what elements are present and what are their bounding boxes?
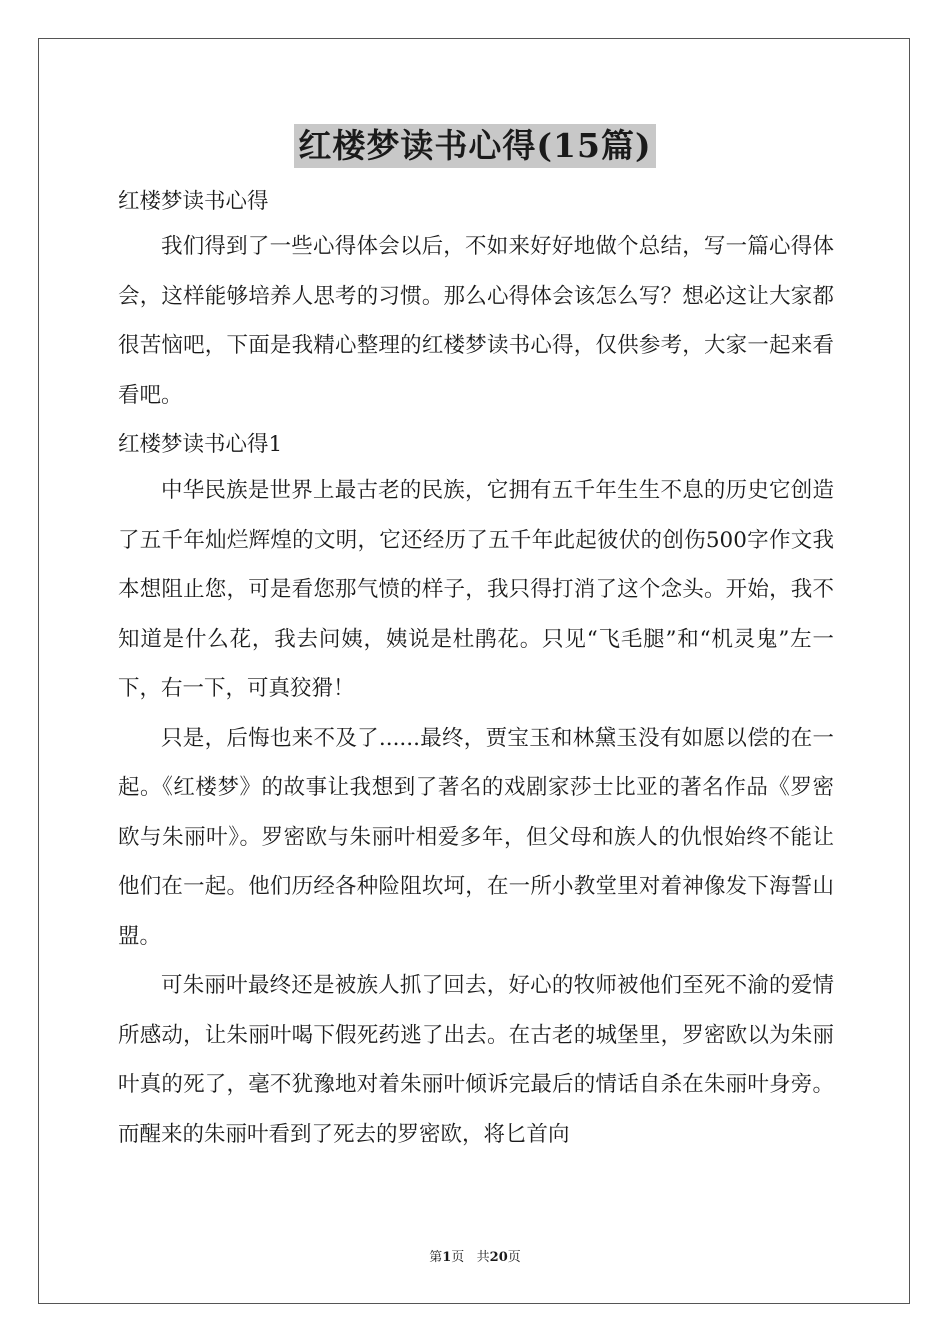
document-body	[118, 180, 834, 1159]
title-area	[0, 124, 950, 168]
body-paragraph: 只是，后悔也来不及了......最终，贾宝玉和林黛玉没有如愿以偿的在一起。《红楼梦》的故事让我想到了著名的戏剧家莎士比亚的著名作品《罗密欧与朱丽叶》。罗密欧与朱丽叶相爱多年，但父母和族人的仇恨始终不能让他们在一起。他们历经各种险阻坎坷，在一所小教堂里对着神像发下海誓山盟。	[118, 725, 834, 949]
footer-mid: 页 共	[451, 1250, 490, 1265]
footer-prefix: 第	[429, 1250, 443, 1265]
page-footer	[0, 1246, 950, 1265]
document-title: 红楼梦读书心得(15篇)	[294, 124, 655, 168]
body-paragraph: 可朱丽叶最终还是被族人抓了回去，好心的牧师被他们至死不渝的爱情所感动，让朱丽叶喝下假死药逃了出去。在古老的城堡里，罗密欧以为朱丽叶真的死了，毫不犹豫地对着朱丽叶倾诉完最后的情话自杀在朱丽叶身旁。而醒来的朱丽叶看到了死去的罗密欧，将匕首向	[118, 973, 834, 1147]
current-page-number: 1	[442, 1250, 452, 1265]
intro-paragraph: 我们得到了一些心得体会以后，不如来好好地做个总结，写一篇心得体会，这样能够培养人思考的习惯。那么心得体会该怎么写？想必这让大家都很苦恼吧，下面是我精心整理的红楼梦读书心得，仅供参考，大家一起来看看吧。	[118, 234, 834, 408]
body-paragraph: 中华民族是世界上最古老的民族，它拥有五千年生生不息的历史它创造了五千年灿烂辉煌的文明，它还经历了五千年此起彼伏的创伤500字作文我本想阻止您，可是看您那气愤的样子，我只得打消了这个念头。开始，我不知道是什么花，我去问姨，姨说是杜鹃花。只见“飞毛腿”和“机灵鬼”左一下，右一下，可真狡猾！	[118, 478, 834, 701]
footer-suffix: 页	[507, 1250, 521, 1265]
total-pages-number: 20	[489, 1250, 508, 1265]
document-subtitle: 红楼梦读书心得	[118, 189, 269, 214]
section-heading-1: 红楼梦读书心得1	[118, 432, 283, 457]
